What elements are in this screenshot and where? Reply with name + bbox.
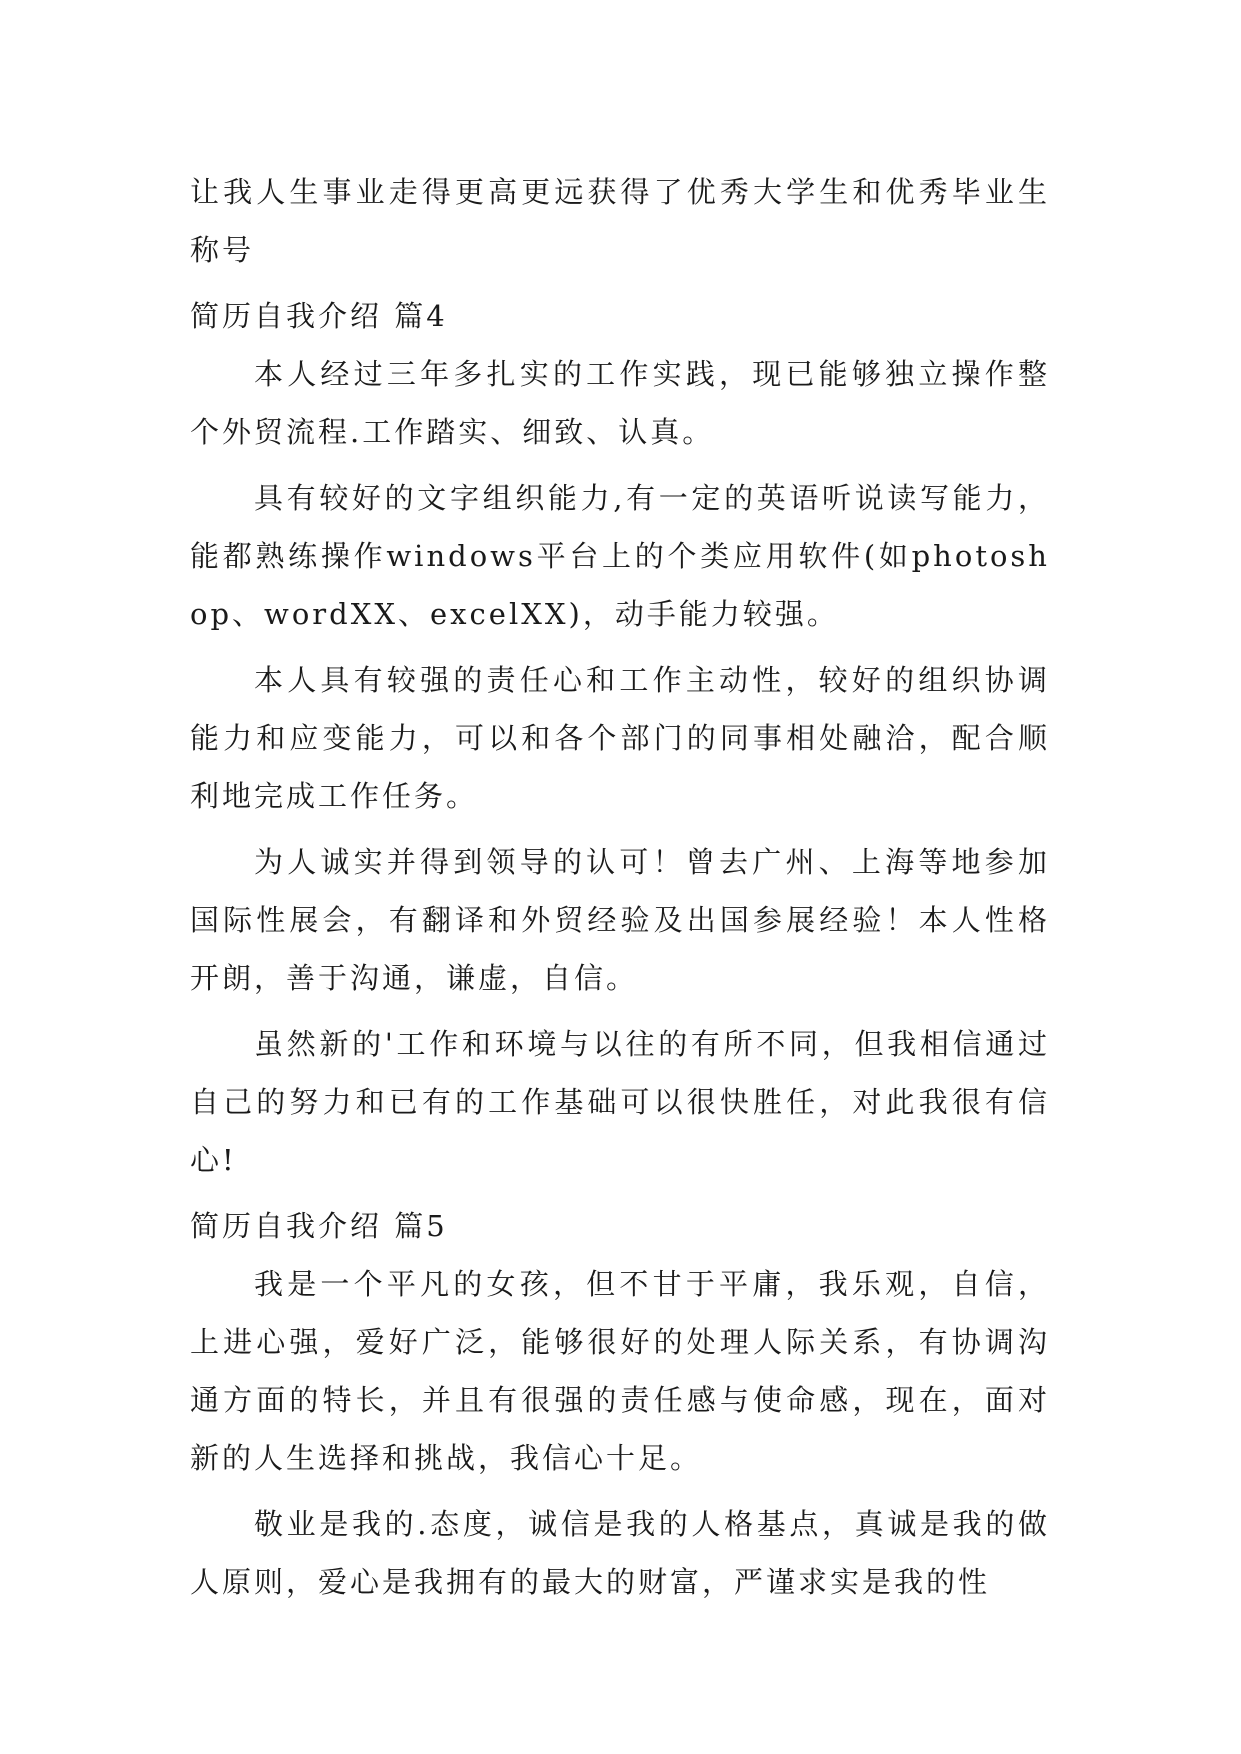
paragraph-confidence: 虽然新的'工作和环境与以往的有所不同，但我相信通过自己的努力和已有的工作基础可以很快胜任，对此我很有信心! [190,1027,1050,1177]
section-heading-5: 简历自我介绍 篇5 [190,1209,448,1243]
paragraph-skills: 具有较好的文字组织能力,有一定的英语听说读写能力，能都熟练操作windows平台上的个类应用软件(如photoshop、wordXX、excelXX)，动手能力较强。 [190,481,1050,631]
paragraph-personality: 我是一个平凡的女孩，但不甘于平庸，我乐观，自信，上进心强，爱好广泛，能够很好的处理人际关系，有协调沟通方面的特长，并且有很强的责任感与使命感，现在，面对新的人生选择和挑战，我信心十足。 [190,1267,1050,1475]
paragraph-honesty: 为人诚实并得到领导的认可！曾去广州、上海等地参加国际性展会，有翻译和外贸经验及出国参展经验！本人性格开朗，善于沟通，谦虚，自信。 [190,845,1050,995]
section-heading-4: 简历自我介绍 篇4 [190,299,448,333]
document-body [190,163,1050,1619]
paragraph-responsibility: 本人具有较强的责任心和工作主动性，较好的组织协调能力和应变能力，可以和各个部门的同事相处融洽，配合顺利地完成工作任务。 [190,663,1050,813]
paragraph-values: 敬业是我的.态度，诚信是我的人格基点，真诚是我的做人原则，爱心是我拥有的最大的财富，严谨求实是我的性 [190,1507,1050,1599]
paragraph-work-experience: 本人经过三年多扎实的工作实践，现已能够独立操作整个外贸流程.工作踏实、细致、认真。 [190,357,1050,449]
paragraph-intro-continuation: 让我人生事业走得更高更远获得了优秀大学生和优秀毕业生称号 [190,175,1050,267]
